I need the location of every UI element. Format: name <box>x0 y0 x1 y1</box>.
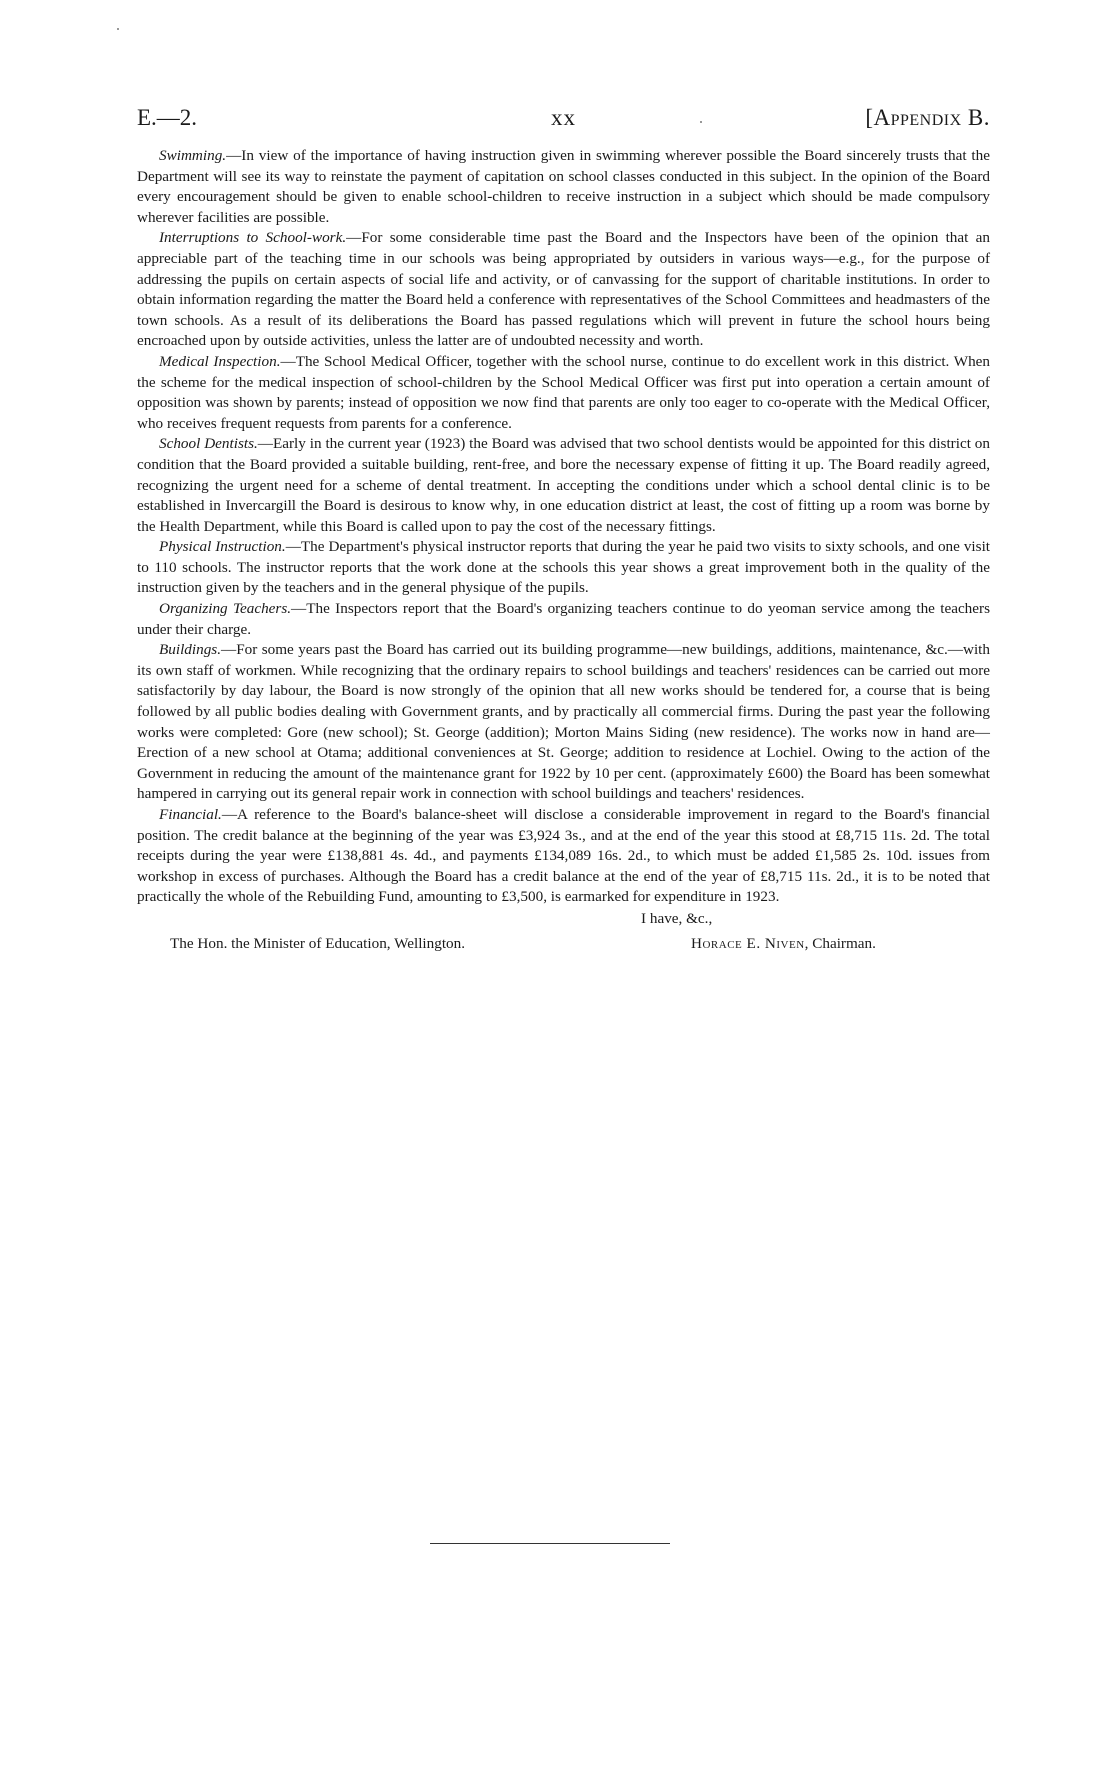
paragraph-physical-instruction <box>137 537 990 599</box>
paragraph-text: —In view of the importance of having instruction given in swimming wherever possible the Board sincerely trusts that the Department will see its way to reinstate the payment of capitation on school classes conducted in this subject. In the opinion of the Board every encouragement should be given to enable school-children to receive instruction in a subject which should be made compulsory wherever facilities are possible. <box>137 147 990 226</box>
paragraph-school-dentists <box>137 434 990 537</box>
report-body <box>137 146 990 908</box>
signatory <box>691 935 876 953</box>
page-header <box>137 105 990 145</box>
paragraph-heading: Interruptions to School-work. <box>159 229 347 247</box>
paragraph-heading: Medical Inspection. <box>159 352 281 370</box>
scan-speck <box>700 121 702 123</box>
paragraph-swimming <box>137 146 990 228</box>
end-rule <box>430 1543 670 1544</box>
letter-signoff <box>137 910 990 970</box>
paragraph-text: —For some considerable time past the Board and the Inspectors have been of the opinion that an appreciable part of the teaching time in our schools was being appropriated by outsiders in various ways—e.g., for the purpose of addressing the pupils on certain aspects of social life and activity, or of canvassing for the support of charitable institutions. In order to obtain information regarding the matter the Board held a conference with representatives of the School Committees and headmasters of the town schools. As a result of its deliberations the Board has passed regulations which will prevent in future the school hours being encroached upon by outside activities, unless the latter are of undoubted necessity and worth. <box>137 229 990 350</box>
paragraph-heading: Physical Instruction. <box>159 538 286 556</box>
paragraph-organizing-teachers <box>137 599 990 640</box>
header-appendix: [Appendix B. <box>865 105 990 130</box>
document-page <box>137 105 990 970</box>
paragraph-financial <box>137 805 990 908</box>
scan-speck <box>117 28 119 30</box>
paragraph-text: —Early in the current year (1923) the Board was advised that two school dentists would be appointed for this district on condition that the Board provided a suitable building, rent-free, and bore the necessary expense of fitting it up. The Board readily agreed, recognizing the urgent need for a scheme of dental treatment. In accepting the conditions under which a school dental clinic is to be established in Invercargill the Board is desirous to know why, in one education district at least, the cost of fitting up a room was borne by the Health Department, while this Board is called upon to pay the cost of the necessary fittings. <box>137 435 990 535</box>
signatory-name: Horace E. Niven <box>691 934 805 952</box>
paragraph-heading: School Dentists. <box>159 435 258 453</box>
paragraph-interruptions <box>137 228 990 352</box>
paragraph-text: —The Inspectors report that the Board's organizing teachers continue to do yeoman service among the teachers under their charge. <box>137 600 990 638</box>
paragraph-heading: Buildings. <box>159 641 222 659</box>
paragraph-text: —The School Medical Officer, together with the school nurse, continue to do excellent work in this district. When the scheme for the medical inspection of school-children by the School Medical Officer was first put into operation a certain amount of opposition was shown by parents; instead of opposition we now find that parents are only too eager to co-operate with the Medical Officer, who receives frequent requests from parents for a conference. <box>137 352 990 432</box>
paragraph-heading: Swimming. <box>159 147 227 164</box>
header-reference: E.—2. <box>137 105 198 130</box>
signatory-title: , Chairman. <box>804 934 876 952</box>
header-page-number: xx <box>551 105 576 130</box>
paragraph-text: —The Department's physical instructor reports that during the year he paid two visits to sixty schools, and one visit to 110 schools. The instructor reports that the work done at the schools this year shows a great improvement both in the quality of the instruction given by the teachers and in the general physique of the pupils. <box>137 538 991 597</box>
paragraph-buildings <box>137 640 990 805</box>
paragraph-text: —For some years past the Board has carried out its building programme—new buildings, additions, maintenance, &c.—with its own staff of workmen. While recognizing that the ordinary repairs to school buildings and teachers' residences can be carried out more satisfactorily by day labour, the Board is now strongly of the opinion that all new works should be tendered for, a course that is being followed by all public bodies dealing with Government grants, and by practically all commercial firms. During the past year the following works were completed: Gore (new school); St. George (addition); Morton Mains Siding (new residence). The works now in hand are—Erection of a new school at Otama; additional conveniences at St. George; addition to residence at Lochiel. Owing to the action of the Government in reducing the amount of the maintenance grant for 1922 by 10 per cent. (approximately £600) the Board has been somewhat hampered in carrying out its general repair work in connection with school buildings and teachers' residences. <box>137 641 990 803</box>
closing-phrase: I have, &c., <box>641 909 713 927</box>
addressee: The Hon. the Minister of Education, Wellington. <box>170 934 466 952</box>
paragraph-heading: Financial. <box>159 806 222 823</box>
paragraph-heading: Organizing Teachers. <box>159 600 292 618</box>
paragraph-text: —A reference to the Board's balance-sheet will disclose a considerable improvement in regard to the Board's financial position. The credit balance at the beginning of the year was £3,924 3s., and at the end of the year this stood at £8,715 11s. 2d. The total receipts during the year were £138,881 4s. 4d., and payments £134,089 16s. 2d., to which must be added £1,585 2s. 10d. issues from workshop in excess of purchases. Although the Board has a credit balance at the end of the year of £8,715 11s. 2d., it is to be noted that practically the whole of the Rebuilding Fund, amounting to £3,500, is earmarked for expenditure in 1923. <box>137 806 990 906</box>
paragraph-medical-inspection <box>137 352 990 434</box>
